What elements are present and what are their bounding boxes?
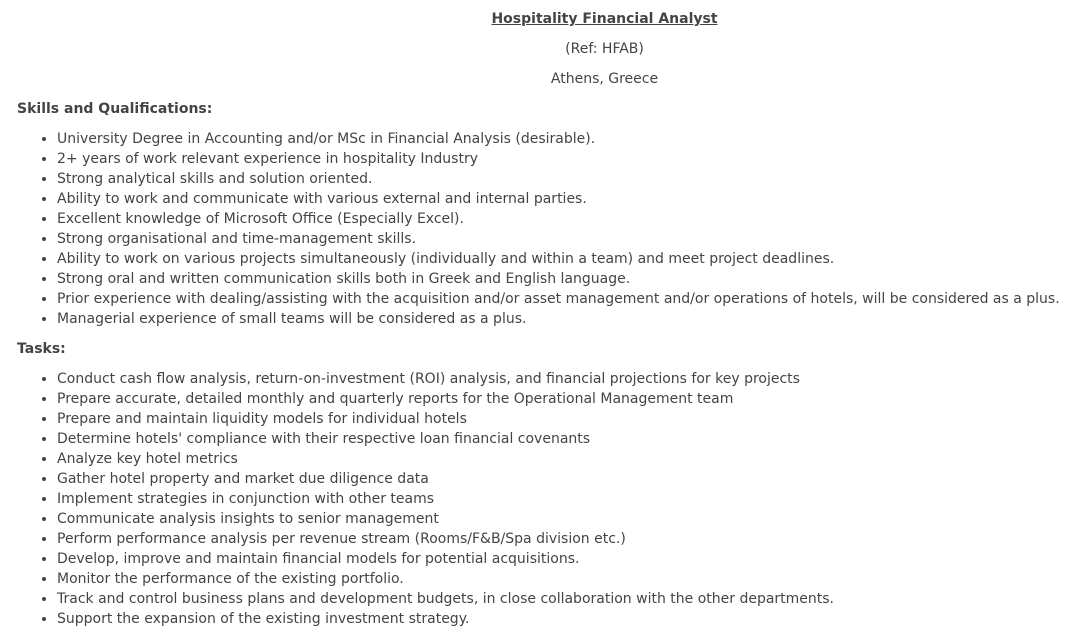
skill-item: • Managerial experience of small teams will be considered as a plus. [57,309,1060,329]
tasks-heading: Tasks: [17,341,66,357]
skill-item: • Ability to work on various projects simultaneously (individually and within a team) and meet project deadlines. [57,249,1060,269]
job-title: Hospitality Financial Analyst [491,11,718,27]
job-location: Athens, Greece [550,71,659,87]
skill-item: • University Degree in Accounting and/or MSc in Financial Analysis (desirable). [57,129,1060,149]
skill-item: • Ability to work and communicate with various external and internal parties. [57,189,1060,209]
tasks-list [17,369,834,629]
skill-item: • Excellent knowledge of Microsoft Office (Especially Excel). [57,209,1060,229]
task-item: • Implement strategies in conjunction with other teams [57,489,834,509]
skill-item: • Prior experience with dealing/assisting with the acquisition and/or asset management and/or operations of hotels, will be considered as a plus. [57,289,1060,309]
job-reference: (Ref: HFAB) [565,41,644,57]
task-item: • Prepare and maintain liquidity models for individual hotels [57,409,834,429]
skill-item: • 2+ years of work relevant experience in hospitality Industry [57,149,1060,169]
task-item: • Communicate analysis insights to senior management [57,509,834,529]
skills-list [17,129,1060,329]
task-item: • Support the expansion of the existing investment strategy. [57,609,834,629]
task-item: • Perform performance analysis per revenue stream (Rooms/F&B/Spa division etc.) [57,529,834,549]
skills-heading: Skills and Qualifications: [17,101,213,117]
task-item: • Monitor the performance of the existing portfolio. [57,569,834,589]
skill-item: • Strong oral and written communication skills both in Greek and English language. [57,269,1060,289]
task-item: • Prepare accurate, detailed monthly and quarterly reports for the Operational Management team [57,389,834,409]
task-item: • Track and control business plans and development budgets, in close collaboration with the other departments. [57,589,834,609]
task-item: • Analyze key hotel metrics [57,449,834,469]
skill-item: • Strong organisational and time-management skills. [57,229,1060,249]
task-item: • Determine hotels' compliance with their respective loan financial covenants [57,429,834,449]
skill-item: • Strong analytical skills and solution oriented. [57,169,1060,189]
task-item: • Conduct cash flow analysis, return-on-investment (ROI) analysis, and financial projections for key projects [57,369,834,389]
task-item: • Gather hotel property and market due diligence data [57,469,834,489]
task-item: • Develop, improve and maintain financial models for potential acquisitions. [57,549,834,569]
